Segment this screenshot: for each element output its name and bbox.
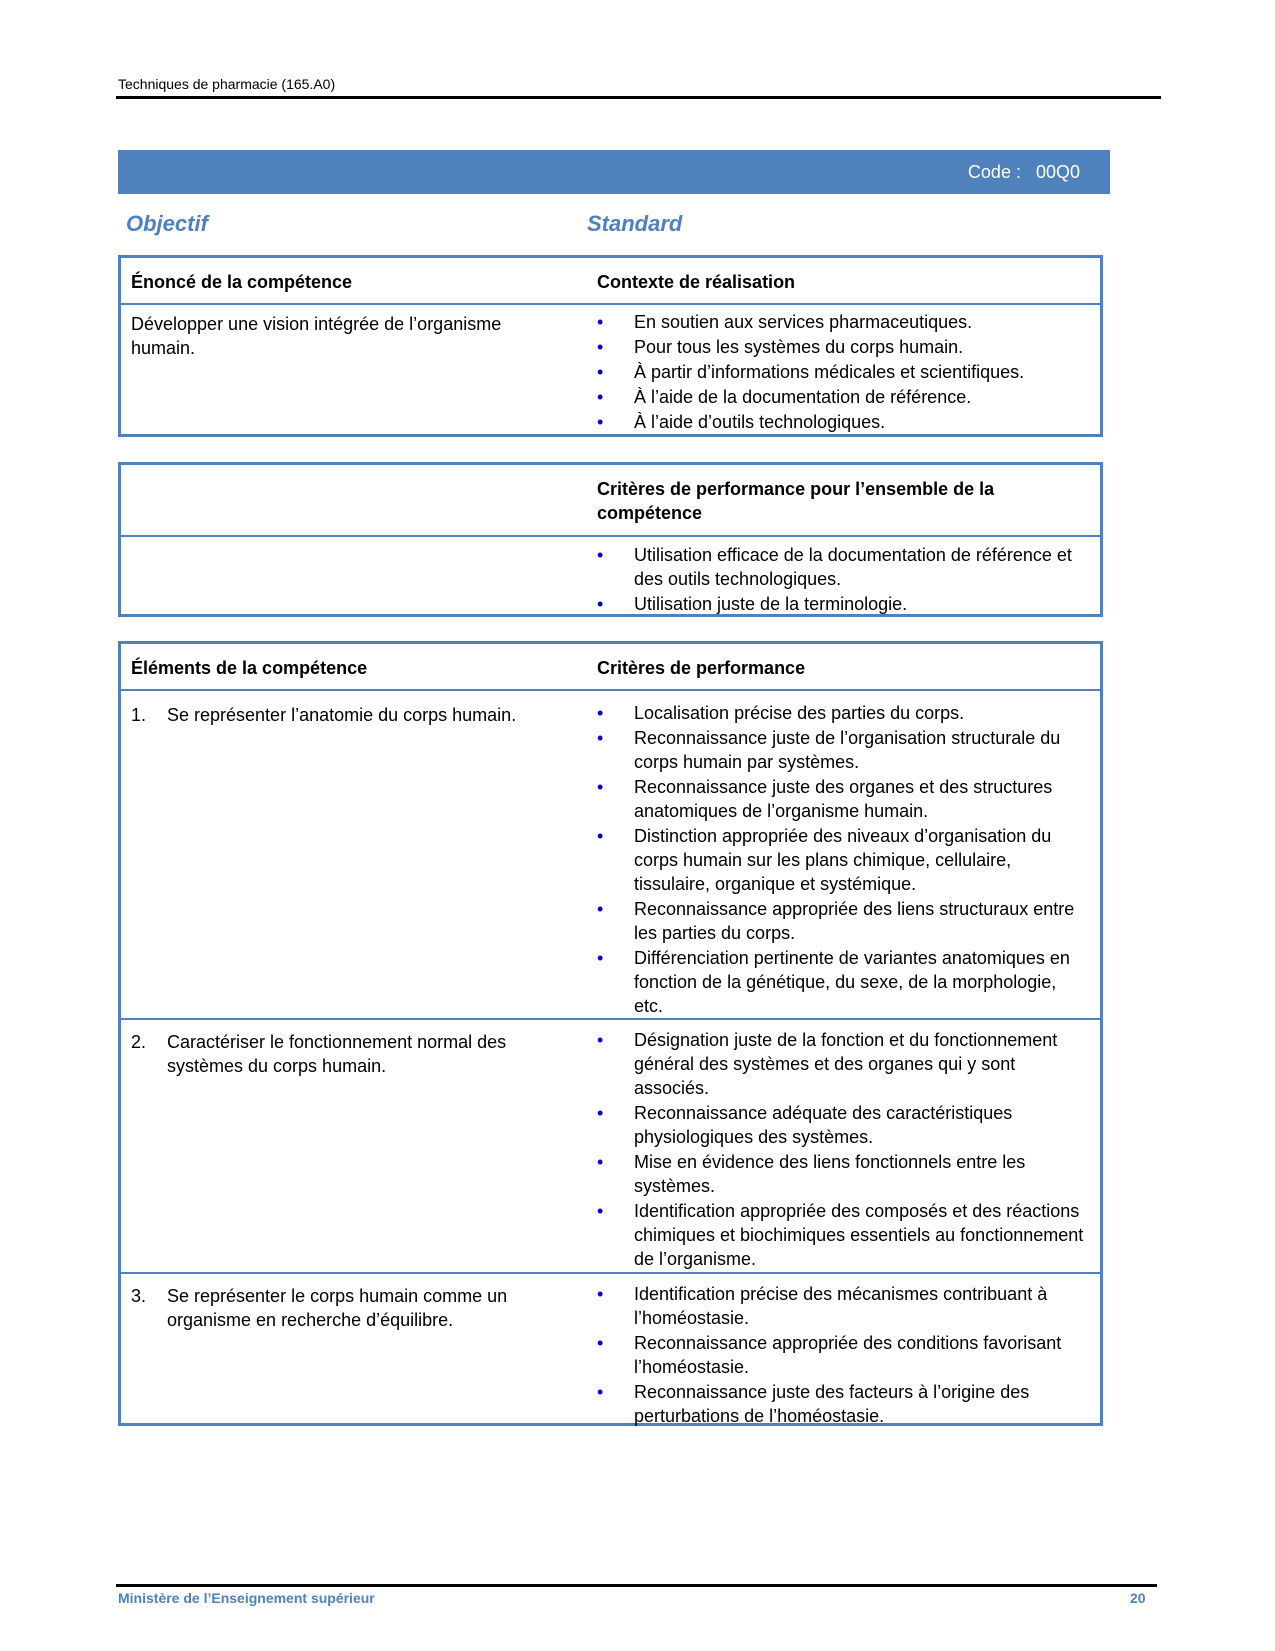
bullet-icon: • (597, 594, 604, 614)
header-rule (116, 96, 1161, 99)
competency-code: Code : 00Q0 (967, 162, 1080, 182)
bullet-icon: • (597, 1103, 604, 1123)
criteria-item: • Identification appropriée des composés et des réactions chimiques et biochimiques essentiels au fonctionnement de l’organisme. (597, 1201, 1084, 1269)
element-criteria-list (597, 1282, 1087, 1429)
bullet-icon: • (597, 1201, 604, 1221)
elements-header: Éléments de la compétence (131, 658, 368, 678)
bullet-icon: • (597, 412, 604, 432)
bullet-icon: • (597, 1152, 604, 1172)
competency-statement: Développer une vision intégrée de l’organisme humain. (131, 314, 502, 358)
global-criteria-table (118, 462, 1103, 617)
element-text: Se représenter l’anatomie du corps humain. (167, 705, 517, 725)
context-header: Contexte de réalisation (597, 272, 796, 292)
context-list (597, 310, 1092, 435)
bullet-icon: • (597, 545, 604, 565)
global-criteria-header: Critères de performance pour l’ensemble de la compétence (597, 479, 995, 523)
global-criteria-header-row (121, 465, 1100, 537)
bullet-icon: • (597, 1382, 604, 1402)
context-item: • À l’aide de la documentation de référence. (597, 387, 972, 407)
bullet-icon: • (597, 1284, 604, 1304)
footer-rule (116, 1584, 1157, 1587)
context-item: • À l’aide d’outils technologiques. (597, 412, 886, 432)
criteria-item: • Reconnaissance appropriée des liens structuraux entre les parties du corps. (597, 899, 1075, 943)
criteria-item: • Identification précise des mécanismes contribuant à l’homéostasie. (597, 1284, 1048, 1328)
criteria-item: • Distinction appropriée des niveaux d’organisation du corps humain sur les plans chimique, cellulaire, tissulaire, organique et systémique. (597, 826, 1052, 894)
element-text: Se représenter le corps humain comme un organisme en recherche d’équilibre. (167, 1286, 508, 1330)
bullet-icon: • (597, 337, 604, 357)
bullet-icon: • (597, 362, 604, 382)
elements-header-row (121, 644, 1100, 691)
element-number: 2. (131, 1032, 147, 1052)
bullet-icon: • (597, 899, 604, 919)
element-row-3 (121, 1274, 1100, 1427)
global-criteria-list (597, 543, 1087, 617)
criteria-item: • Reconnaissance juste des organes et des structures anatomiques de l’organisme humain. (597, 777, 1053, 821)
statement-header-row (121, 258, 1100, 305)
criteria-item: • Reconnaissance appropriée des conditions favorisant l’homéostasie. (597, 1333, 1062, 1377)
criteria-item: • Localisation précise des parties du corps. (597, 703, 965, 723)
bullet-icon: • (597, 728, 604, 748)
bullet-icon: • (597, 948, 604, 968)
objectif-title: Objectif (126, 211, 208, 236)
context-item: • Pour tous les systèmes du corps humain. (597, 337, 964, 357)
performance-header: Critères de performance (597, 658, 806, 678)
criteria-item: • Utilisation efficace de la documentation de référence et des outils technologiques. (597, 545, 1072, 589)
element-row-1 (121, 691, 1100, 1020)
code-bar (118, 150, 1110, 194)
element-row-2 (121, 1020, 1100, 1274)
criteria-item: • Mise en évidence des liens fonctionnels entre les systèmes. (597, 1152, 1026, 1196)
page-number: 20 (1130, 1590, 1146, 1606)
element-number: 1. (131, 705, 147, 725)
bullet-icon: • (597, 777, 604, 797)
bullet-icon: • (597, 1333, 604, 1353)
bullet-icon: • (597, 312, 604, 332)
criteria-item: • Utilisation juste de la terminologie. (597, 594, 908, 614)
context-item: • À partir d’informations médicales et scientifiques. (597, 362, 1025, 382)
bullet-icon: • (597, 703, 604, 723)
criteria-item: • Reconnaissance adéquate des caractéristiques physiologiques des systèmes. (597, 1103, 1013, 1147)
criteria-item: • Désignation juste de la fonction et du fonctionnement général des systèmes et des organes qui y sont associés. (597, 1030, 1058, 1098)
bullet-icon: • (597, 826, 604, 846)
running-header: Techniques de pharmacie (165.A0) (118, 76, 336, 92)
element-criteria-list (597, 1028, 1087, 1272)
bullet-icon: • (597, 1030, 604, 1050)
bullet-icon: • (597, 387, 604, 407)
criteria-item: • Reconnaissance juste des facteurs à l’origine des perturbations de l’homéostasie. (597, 1382, 1030, 1426)
criteria-item: • Reconnaissance juste de l’organisation structurale du corps humain par systèmes. (597, 728, 1061, 772)
context-item: • En soutien aux services pharmaceutiques. (597, 312, 973, 332)
criteria-item: • Différenciation pertinente de variantes anatomiques en fonction de la génétique, du sexe, de la morphologie, etc. (597, 948, 1070, 1016)
element-number: 3. (131, 1286, 147, 1306)
elements-criteria-table (118, 641, 1103, 1426)
standard-title: Standard (587, 211, 683, 236)
footer-ministry: Ministère de l’Enseignement supérieur (118, 1590, 375, 1606)
element-text: Caractériser le fonctionnement normal des systèmes du corps humain. (167, 1032, 507, 1076)
statement-header: Énoncé de la compétence (131, 272, 353, 292)
element-criteria-list (597, 701, 1087, 1019)
statement-context-table (118, 255, 1103, 437)
